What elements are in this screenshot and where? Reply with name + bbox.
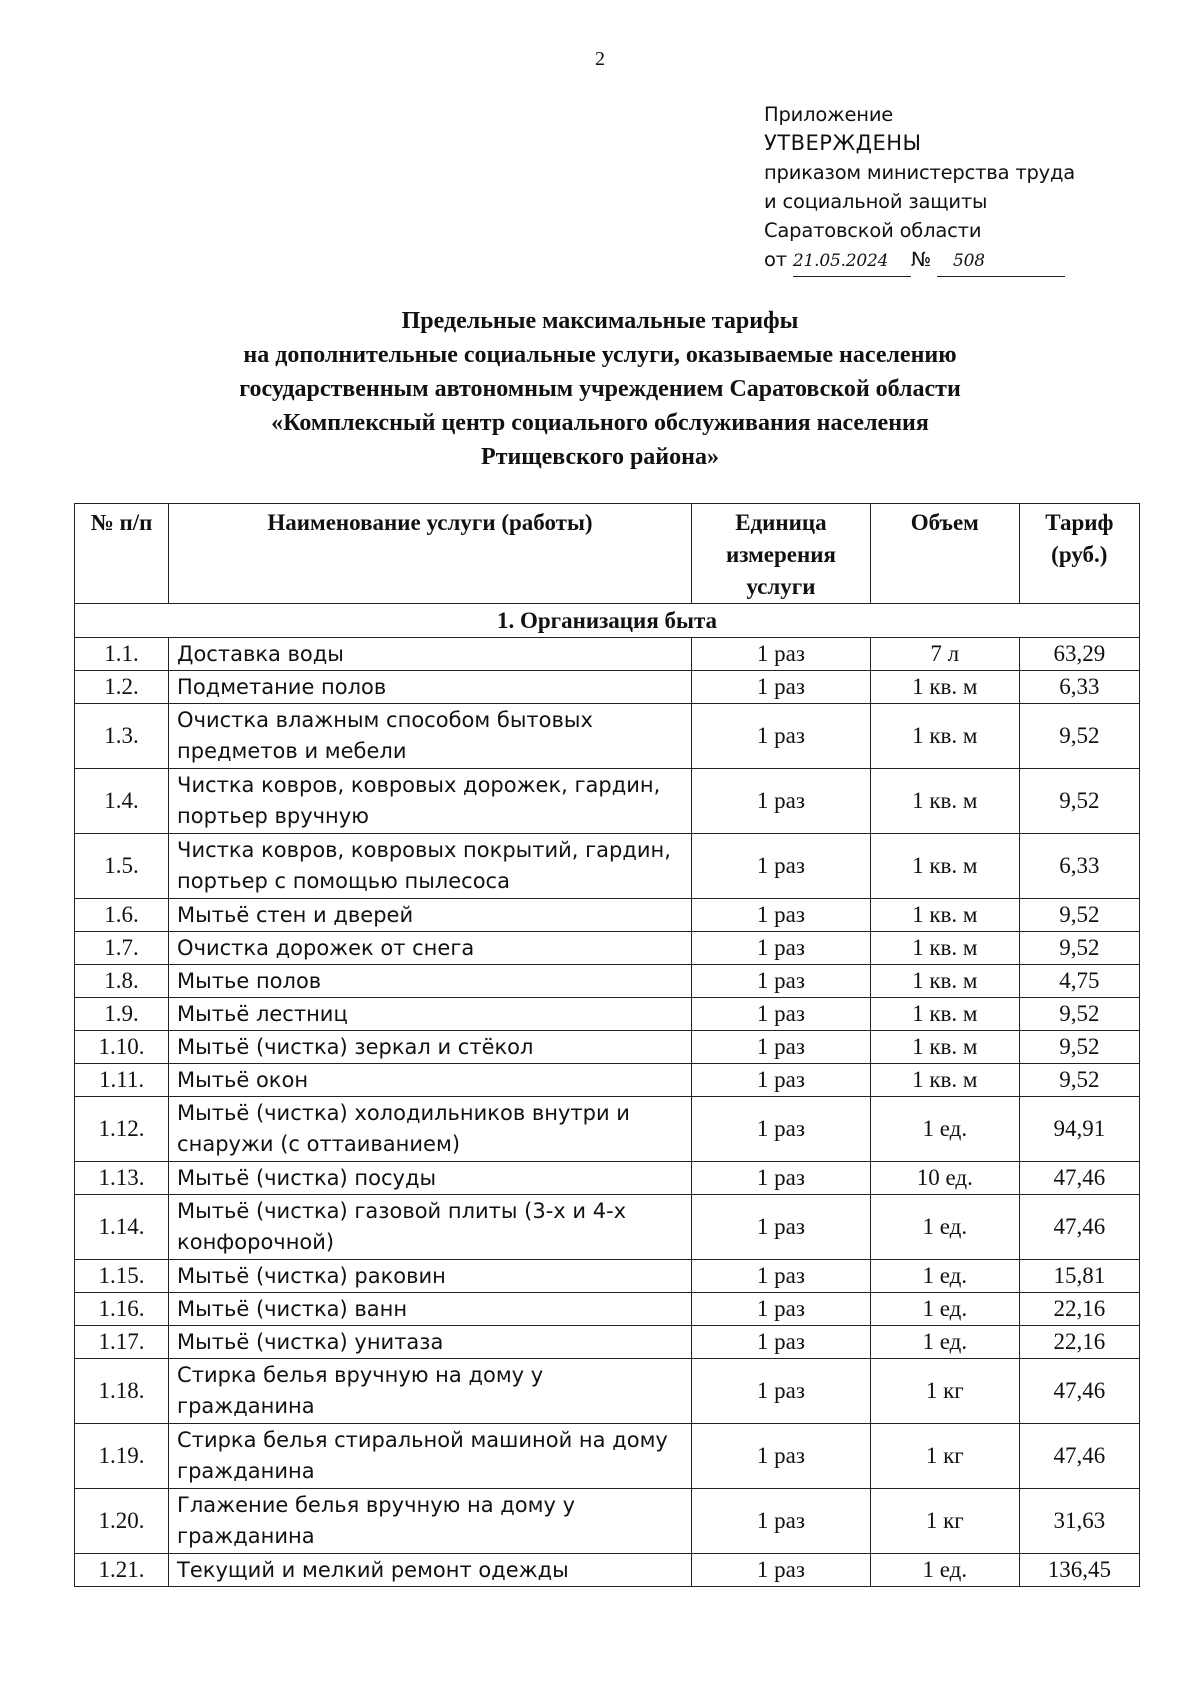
- cell-num: 1.5.: [75, 834, 169, 899]
- approval-block: [764, 100, 1094, 277]
- table-row: [75, 965, 1140, 998]
- table-body: [75, 604, 1140, 1587]
- table-row: [75, 1326, 1140, 1359]
- cell-unit: 1 раз: [691, 671, 870, 704]
- cell-unit: 1 раз: [691, 1554, 870, 1587]
- cell-volume: 1 ед.: [870, 1554, 1019, 1587]
- header-tariff: Тариф (руб.): [1019, 504, 1139, 604]
- cell-tariff: 94,91: [1019, 1097, 1139, 1162]
- cell-volume: 1 кв. м: [870, 998, 1019, 1031]
- cell-name: Чистка ковров, ковровых покрытий, гардин, портьер с помощью пылесоса: [169, 834, 692, 899]
- cell-num: 1.20.: [75, 1489, 169, 1554]
- cell-num: 1.6.: [75, 899, 169, 932]
- cell-name: Доставка воды: [169, 638, 692, 671]
- section-title: 1. Организация быта: [75, 604, 1140, 638]
- table-row: [75, 932, 1140, 965]
- cell-num: 1.14.: [75, 1195, 169, 1260]
- cell-volume: 1 кг: [870, 1359, 1019, 1424]
- table-row: [75, 998, 1140, 1031]
- cell-num: 1.21.: [75, 1554, 169, 1587]
- cell-volume: 1 кв. м: [870, 834, 1019, 899]
- header-num: № п/п: [75, 504, 169, 604]
- cell-name: Мытьё окон: [169, 1064, 692, 1097]
- cell-volume: 1 кв. м: [870, 932, 1019, 965]
- handwritten-number: 508: [937, 247, 1065, 277]
- table-row: [75, 834, 1140, 899]
- cell-name: Мытьё (чистка) унитаза: [169, 1326, 692, 1359]
- cell-name: Мытьё (чистка) зеркал и стёкол: [169, 1031, 692, 1064]
- cell-name: Глажение белья вручную на дому у гражданина: [169, 1489, 692, 1554]
- approval-order: приказом министерства труда: [764, 161, 1076, 184]
- table-row: [75, 1162, 1140, 1195]
- cell-volume: 1 ед.: [870, 1097, 1019, 1162]
- table-row: [75, 1064, 1140, 1097]
- cell-name: Стирка белья вручную на дому у гражданина: [169, 1359, 692, 1424]
- table-row: [75, 671, 1140, 704]
- document-title: [150, 304, 1050, 474]
- cell-num: 1.10.: [75, 1031, 169, 1064]
- cell-volume: 1 кв. м: [870, 965, 1019, 998]
- cell-unit: 1 раз: [691, 1064, 870, 1097]
- cell-name: Мытье полов: [169, 965, 692, 998]
- cell-tariff: 47,46: [1019, 1195, 1139, 1260]
- approval-approved: УТВЕРЖДЕНЫ: [764, 131, 922, 155]
- cell-tariff: 31,63: [1019, 1489, 1139, 1554]
- table-row: [75, 1097, 1140, 1162]
- page-number: 2: [595, 48, 605, 70]
- cell-tariff: 22,16: [1019, 1326, 1139, 1359]
- cell-volume: 1 ед.: [870, 1195, 1019, 1260]
- title-line-3: государственным автономным учреждением Саратовской области: [239, 376, 961, 402]
- cell-name: Стирка белья стиральной машиной на дому гражданина: [169, 1424, 692, 1489]
- approval-ministry: и социальной защиты: [764, 190, 988, 213]
- cell-num: 1.1.: [75, 638, 169, 671]
- cell-num: 1.17.: [75, 1326, 169, 1359]
- cell-name: Мытьё (чистка) ванн: [169, 1293, 692, 1326]
- cell-volume: 10 ед.: [870, 1162, 1019, 1195]
- cell-tariff: 47,46: [1019, 1162, 1139, 1195]
- cell-unit: 1 раз: [691, 1293, 870, 1326]
- header-name: Наименование услуги (работы): [169, 504, 692, 604]
- cell-unit: 1 раз: [691, 769, 870, 834]
- cell-unit: 1 раз: [691, 1326, 870, 1359]
- cell-tariff: 9,52: [1019, 998, 1139, 1031]
- cell-volume: 1 кв. м: [870, 1031, 1019, 1064]
- cell-unit: 1 раз: [691, 1489, 870, 1554]
- cell-volume: 1 кг: [870, 1424, 1019, 1489]
- cell-name: Очистка влажным способом бытовых предметов и мебели: [169, 704, 692, 769]
- cell-unit: 1 раз: [691, 1031, 870, 1064]
- cell-tariff: 47,46: [1019, 1424, 1139, 1489]
- cell-name: Мытьё (чистка) газовой плиты (3-х и 4-х конфорочной): [169, 1195, 692, 1260]
- table-row: [75, 1424, 1140, 1489]
- approval-date-line: [764, 245, 1094, 277]
- table-row: [75, 1031, 1140, 1064]
- cell-volume: 1 ед.: [870, 1293, 1019, 1326]
- cell-num: 1.8.: [75, 965, 169, 998]
- cell-tariff: 9,52: [1019, 899, 1139, 932]
- cell-name: Очистка дорожек от снега: [169, 932, 692, 965]
- cell-tariff: 9,52: [1019, 1064, 1139, 1097]
- cell-name: Мытьё (чистка) холодильников внутри и снаружи (с оттаиванием): [169, 1097, 692, 1162]
- approval-appendix: Приложение: [764, 103, 894, 126]
- cell-unit: 1 раз: [691, 998, 870, 1031]
- title-line-4: «Комплексный центр социального обслуживания населения: [271, 410, 929, 436]
- cell-name: Мытьё (чистка) раковин: [169, 1260, 692, 1293]
- cell-tariff: 136,45: [1019, 1554, 1139, 1587]
- cell-name: Мытьё стен и дверей: [169, 899, 692, 932]
- cell-num: 1.12.: [75, 1097, 169, 1162]
- cell-num: 1.7.: [75, 932, 169, 965]
- cell-tariff: 9,52: [1019, 704, 1139, 769]
- cell-tariff: 6,33: [1019, 834, 1139, 899]
- cell-num: 1.18.: [75, 1359, 169, 1424]
- cell-unit: 1 раз: [691, 1162, 870, 1195]
- cell-unit: 1 раз: [691, 834, 870, 899]
- section-row: [75, 604, 1140, 638]
- cell-unit: 1 раз: [691, 1097, 870, 1162]
- cell-tariff: 9,52: [1019, 769, 1139, 834]
- cell-num: 1.4.: [75, 769, 169, 834]
- title-line-1: Предельные максимальные тарифы: [401, 308, 799, 334]
- table-row: [75, 638, 1140, 671]
- cell-unit: 1 раз: [691, 1359, 870, 1424]
- cell-volume: 1 кв. м: [870, 671, 1019, 704]
- table-row: [75, 1359, 1140, 1424]
- cell-num: 1.2.: [75, 671, 169, 704]
- cell-volume: 1 ед.: [870, 1260, 1019, 1293]
- cell-volume: 1 кв. м: [870, 769, 1019, 834]
- title-line-5: Ртищевского района»: [481, 444, 719, 470]
- cell-unit: 1 раз: [691, 1195, 870, 1260]
- table-row: [75, 704, 1140, 769]
- cell-num: 1.9.: [75, 998, 169, 1031]
- cell-num: 1.16.: [75, 1293, 169, 1326]
- cell-num: 1.11.: [75, 1064, 169, 1097]
- cell-tariff: 9,52: [1019, 1031, 1139, 1064]
- cell-tariff: 9,52: [1019, 932, 1139, 965]
- cell-tariff: 22,16: [1019, 1293, 1139, 1326]
- cell-unit: 1 раз: [691, 965, 870, 998]
- table-row: [75, 1554, 1140, 1587]
- cell-unit: 1 раз: [691, 1424, 870, 1489]
- cell-name: Текущий и мелкий ремонт одежды: [169, 1554, 692, 1587]
- table-header-row: [75, 504, 1140, 604]
- cell-tariff: 15,81: [1019, 1260, 1139, 1293]
- date-prefix: от: [764, 248, 787, 271]
- title-line-2: на дополнительные социальные услуги, оказываемые населению: [243, 342, 957, 368]
- cell-volume: 1 кв. м: [870, 1064, 1019, 1097]
- header-volume: Объем: [870, 504, 1019, 604]
- cell-volume: 1 ед.: [870, 1326, 1019, 1359]
- table-row: [75, 1489, 1140, 1554]
- cell-volume: 7 л: [870, 638, 1019, 671]
- cell-tariff: 63,29: [1019, 638, 1139, 671]
- cell-num: 1.3.: [75, 704, 169, 769]
- table-row: [75, 769, 1140, 834]
- cell-num: 1.19.: [75, 1424, 169, 1489]
- header-unit: Единица измерения услуги: [691, 504, 870, 604]
- cell-tariff: 47,46: [1019, 1359, 1139, 1424]
- cell-unit: 1 раз: [691, 638, 870, 671]
- approval-region: Саратовской области: [764, 219, 982, 242]
- cell-name: Чистка ковров, ковровых дорожек, гардин, портьер вручную: [169, 769, 692, 834]
- tariffs-table: [74, 503, 1140, 1587]
- cell-num: 1.13.: [75, 1162, 169, 1195]
- table-row: [75, 1195, 1140, 1260]
- cell-unit: 1 раз: [691, 704, 870, 769]
- cell-volume: 1 кг: [870, 1489, 1019, 1554]
- cell-tariff: 4,75: [1019, 965, 1139, 998]
- cell-num: 1.15.: [75, 1260, 169, 1293]
- cell-unit: 1 раз: [691, 932, 870, 965]
- table-row: [75, 1260, 1140, 1293]
- handwritten-date: 21.05.2024: [793, 247, 911, 277]
- table-row: [75, 899, 1140, 932]
- cell-volume: 1 кв. м: [870, 704, 1019, 769]
- cell-name: Подметание полов: [169, 671, 692, 704]
- cell-unit: 1 раз: [691, 1260, 870, 1293]
- cell-tariff: 6,33: [1019, 671, 1139, 704]
- cell-unit: 1 раз: [691, 899, 870, 932]
- table-row: [75, 1293, 1140, 1326]
- cell-name: Мытьё лестниц: [169, 998, 692, 1031]
- cell-name: Мытьё (чистка) посуды: [169, 1162, 692, 1195]
- cell-volume: 1 кв. м: [870, 899, 1019, 932]
- number-prefix: №: [910, 248, 931, 271]
